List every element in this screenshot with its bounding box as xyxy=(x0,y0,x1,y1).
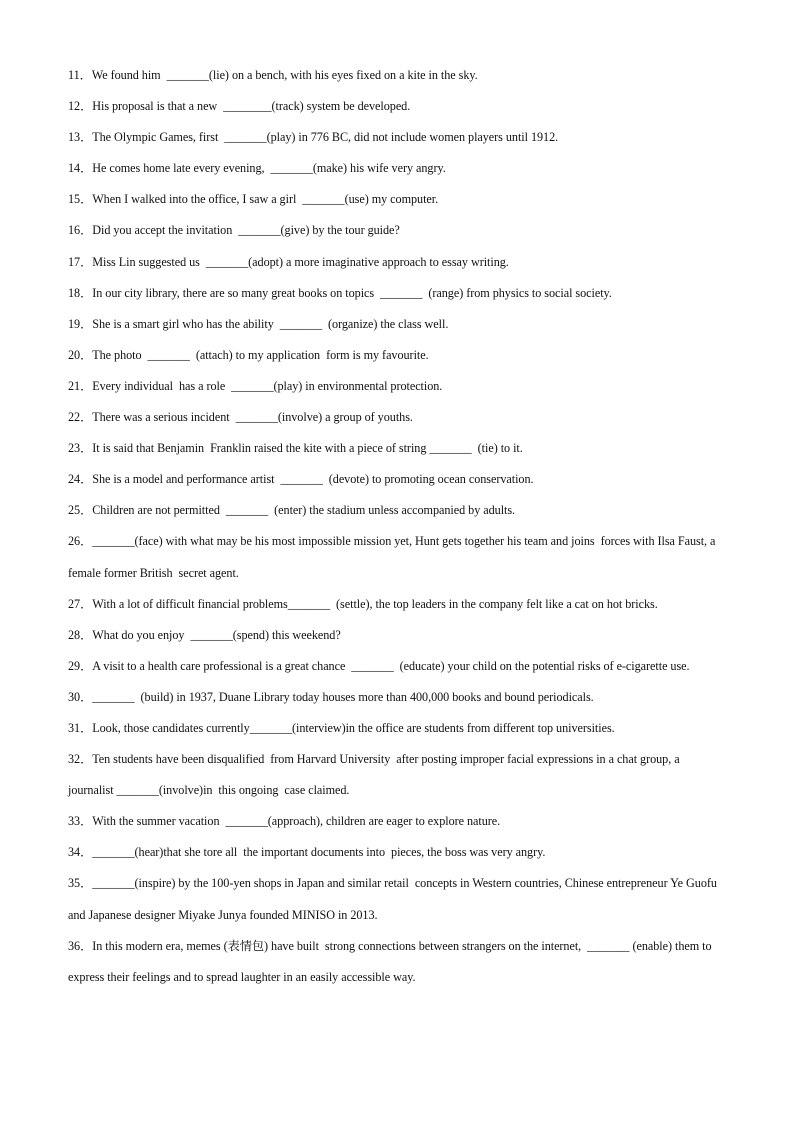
question-24: 24．She is a model and performance artist _______ (devote) to promoting ocean conservation. xyxy=(68,472,534,487)
question-34: 34．_______(hear)that she tore all the important documents into pieces, the boss was very angry. xyxy=(68,845,546,860)
question-15: 15．When I walked into the office, I saw a girl _______(use) my computer. xyxy=(68,192,439,207)
question-33: 33．With the summer vacation _______(approach), children are eager to explore nature. xyxy=(68,814,501,829)
question-17: 17．Miss Lin suggested us _______(adopt) a more imaginative approach to essay writing. xyxy=(68,254,509,269)
question-36: 36．In this modern era, memes (表情包) have built strong connections between strangers on the internet, _______ (enable) them to express their feelings and to spread laughter in an easily accessible way. xyxy=(68,938,715,984)
question-11: 11．We found him _______(lie) on a bench, with his eyes fixed on a kite in the sky. xyxy=(68,68,478,82)
question-22: 22．There was a serious incident _______(involve) a group of youths. xyxy=(68,410,413,425)
question-30: 30．_______ (build) in 1937, Duane Library today houses more than 400,000 books and bound periodicals. xyxy=(68,689,594,704)
question-19: 19．She is a smart girl who has the ability _______ (organize) the class well. xyxy=(68,316,449,331)
question-16: 16．Did you accept the invitation _______(give) by the tour guide? xyxy=(68,223,400,238)
question-20: 20．The photo _______ (attach) to my application form is my favourite. xyxy=(68,347,429,362)
question-29: 29．A visit to a health care professional is a great chance _______ (educate) your child on the potential risks of e-cigarette use. xyxy=(68,658,690,673)
question-23: 23．It is said that Benjamin Franklin raised the kite with a piece of string _______ (tie) to it. xyxy=(68,441,523,456)
worksheet-page xyxy=(68,60,728,993)
question-31: 31．Look, those candidates currently_______(interview)in the office are students from different top universities. xyxy=(68,720,615,735)
question-26: 26．_______(face) with what may be his most impossible mission yet, Hunt gets together his team and joins forces with Ilsa Faust, a female former British secret agent. xyxy=(68,534,719,580)
question-21: 21．Every individual has a role _______(play) in environmental protection. xyxy=(68,378,443,393)
question-25: 25．Children are not permitted _______ (enter) the stadium unless accompanied by adults. xyxy=(68,503,516,518)
question-35: 35．_______(inspire) by the 100-yen shops in Japan and similar retail concepts in Western countries, Chinese entrepreneur Ye Guofu and Japanese designer Miyake Junya founded MINISO in 2013. xyxy=(68,876,720,922)
question-27: 27．With a lot of difficult financial problems_______ (settle), the top leaders in the company felt like a cat on hot bricks. xyxy=(68,596,658,611)
question-28: 28．What do you enjoy _______(spend) this weekend? xyxy=(68,627,341,642)
question-12: 12．His proposal is that a new ________(track) system be developed. xyxy=(68,99,411,114)
question-13: 13．The Olympic Games, first _______(play) in 776 BC, did not include women players until 1912. xyxy=(68,130,559,145)
question-32: 32．Ten students have been disqualified from Harvard University after posting improper facial expressions in a chat group, a journalist _______(involve)in this ongoing case claimed. xyxy=(68,752,683,798)
question-14: 14．He comes home late every evening, _______(make) his wife very angry. xyxy=(68,161,446,176)
question-18: 18．In our city library, there are so many great books on topics _______ (range) from physics to social society. xyxy=(68,285,612,300)
